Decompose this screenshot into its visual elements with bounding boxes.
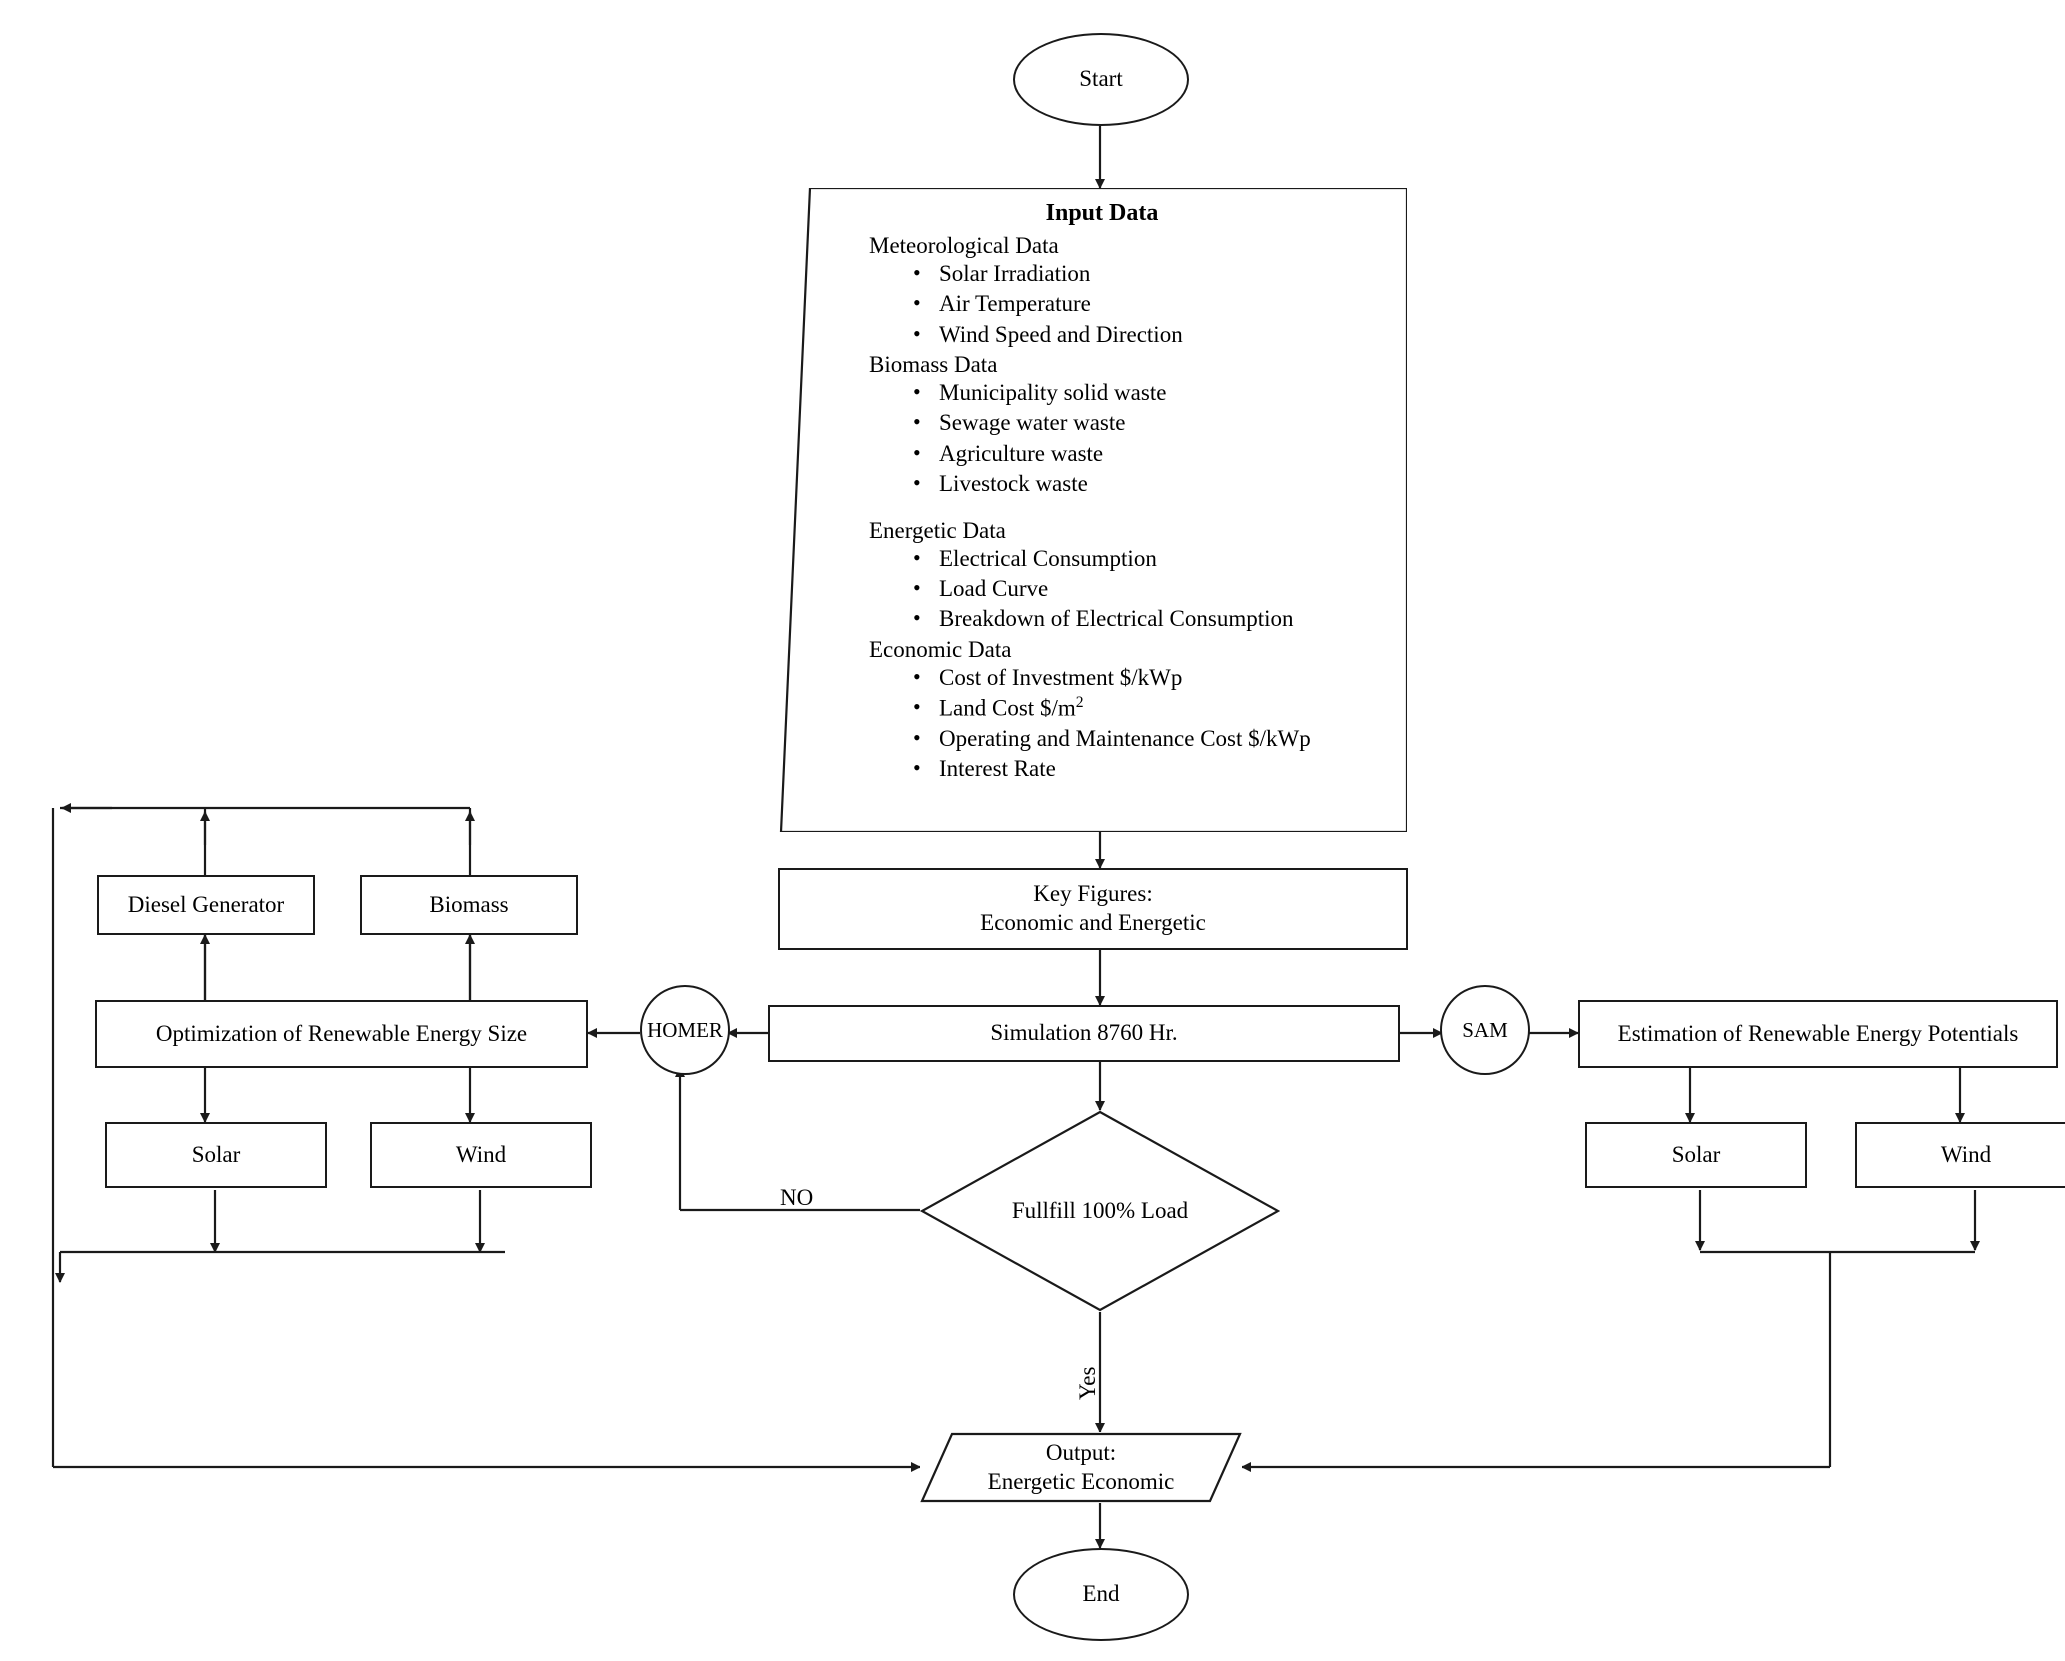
wind-left-label: Wind bbox=[455, 1141, 507, 1167]
solar-right-label: Solar bbox=[1671, 1141, 1721, 1167]
list-item: • Land Cost $\$/m^2$ bbox=[913, 693, 1387, 724]
simulation-label: Simulation 8760 Hr. bbox=[990, 1020, 1178, 1046]
list-item: • Cost of Investment $/kWp bbox=[913, 663, 1387, 693]
estimation-label: Estimation of Renewable Energy Potentials bbox=[1617, 1020, 2019, 1046]
node-estimation[interactable] bbox=[1578, 1000, 2058, 1068]
input-data-group-heading: Economic Data bbox=[869, 636, 1012, 662]
node-wind-right[interactable] bbox=[1855, 1122, 2065, 1188]
diesel-generator-label: Diesel Generator bbox=[127, 891, 285, 917]
node-sam[interactable] bbox=[1440, 985, 1530, 1075]
node-biomass[interactable] bbox=[360, 875, 578, 935]
list-item: • Wind Speed and Direction bbox=[913, 320, 1387, 350]
output-line1: Output: bbox=[1045, 1439, 1117, 1465]
input-data-group-heading: Meteorological Data bbox=[869, 233, 1059, 258]
input-data-list bbox=[913, 378, 1387, 499]
homer-label: HOMER bbox=[647, 1017, 723, 1042]
edge-label-no: NO bbox=[780, 1185, 814, 1210]
input-data-group-heading: Biomass Data bbox=[869, 352, 998, 378]
output-text bbox=[920, 1432, 1242, 1503]
node-start-label: Start bbox=[1079, 66, 1123, 92]
node-end[interactable] bbox=[1013, 1548, 1189, 1641]
node-solar-right[interactable] bbox=[1585, 1122, 1807, 1188]
optimization-label: Optimization of Renewable Energy Size bbox=[155, 1020, 528, 1046]
biomass-label: Biomass bbox=[429, 891, 509, 917]
list-item: • Sewage water waste bbox=[913, 408, 1387, 438]
node-end-label: End bbox=[1082, 1581, 1120, 1607]
list-item: • Air Temperature bbox=[913, 289, 1387, 319]
sam-label: SAM bbox=[1462, 1017, 1508, 1042]
list-item: • Operating and Maintenance Cost $/kWp bbox=[913, 724, 1387, 754]
edge-label-yes: Yes bbox=[1075, 1366, 1100, 1400]
list-item: • Solar Irradiation bbox=[913, 259, 1387, 289]
decision-label: Fullfill 100% Load bbox=[1011, 1198, 1189, 1223]
node-decision[interactable] bbox=[920, 1110, 1280, 1312]
node-output[interactable] bbox=[920, 1432, 1242, 1503]
solar-left-label: Solar bbox=[191, 1141, 241, 1167]
key-figures-line1: Key Figures: bbox=[1033, 881, 1153, 907]
input-data-group-heading: Energetic Data bbox=[869, 517, 1006, 543]
node-wind-left[interactable] bbox=[370, 1122, 592, 1188]
list-item: • Load Curve bbox=[913, 574, 1387, 604]
node-diesel-generator[interactable] bbox=[97, 875, 315, 935]
input-data-list bbox=[913, 663, 1387, 785]
list-item: • Livestock waste bbox=[913, 469, 1387, 499]
key-figures-line2: Economic and Energetic bbox=[980, 910, 1206, 935]
input-data-list bbox=[913, 544, 1387, 635]
node-key-figures[interactable] bbox=[778, 868, 1408, 950]
node-homer[interactable] bbox=[640, 985, 730, 1075]
wind-right-label: Wind bbox=[1940, 1141, 1992, 1167]
input-data-list bbox=[913, 259, 1387, 350]
list-item: • Electrical Consumption bbox=[913, 544, 1387, 574]
node-optimization[interactable] bbox=[95, 1000, 588, 1068]
list-item: • Breakdown of Electrical Consumption bbox=[913, 604, 1387, 634]
output-line2: Energetic Economic bbox=[987, 1468, 1175, 1494]
node-input-data[interactable] bbox=[757, 188, 1407, 832]
list-item: • Interest Rate bbox=[913, 754, 1387, 784]
node-solar-left[interactable] bbox=[105, 1122, 327, 1188]
list-item: • Municipality solid waste bbox=[913, 378, 1387, 408]
node-start[interactable] bbox=[1013, 33, 1189, 126]
list-item: • Agriculture waste bbox=[913, 439, 1387, 469]
node-simulation[interactable] bbox=[768, 1005, 1400, 1062]
input-data-title: Input Data bbox=[1045, 200, 1159, 226]
